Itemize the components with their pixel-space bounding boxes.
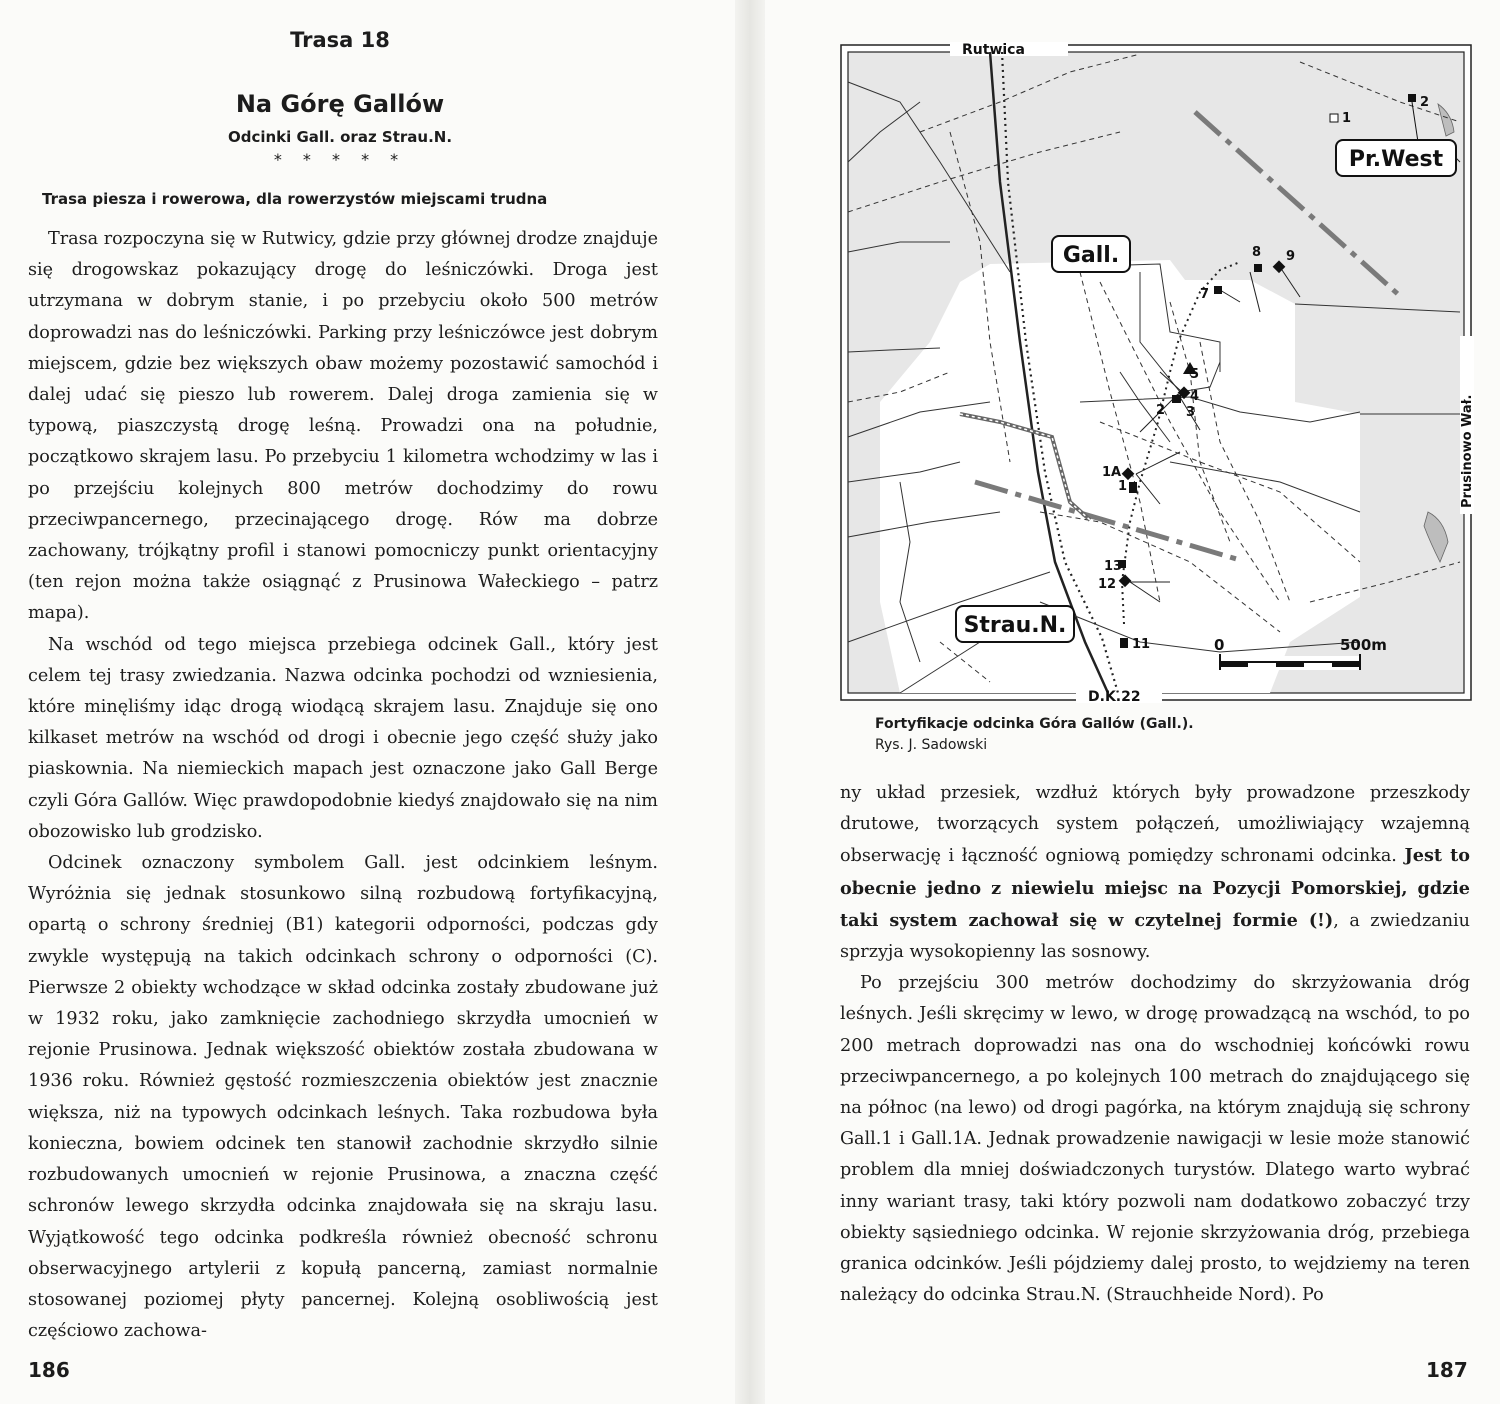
scale-end-label: 500m: [1340, 636, 1387, 654]
marker-number: 2: [1420, 95, 1430, 110]
marker-number: 1: [1342, 111, 1352, 126]
paragraph: Na wschód od tego miejsca przebiega odcinek Gall., który jest celem tej trasy zwiedzania. Nazwa odcinka pochodzi od wzniesienia, które minęliśmy idąc drogą wiodącą skrajem lasu. Znajduje się ono kilkaset metrów na wschód od drogi i obecnie jego część służy jako piaskownia. Na niemieckich mapach jest oznaczone jako Gall Berge czyli Góra Gallów. Więc prawdopodobnie kiedyś znajdowało się na nim obozowisko lub grodzisko.: [28, 634, 658, 842]
fortification-map: [840, 42, 1475, 705]
sector-label-prwest: Pr.West: [1348, 147, 1444, 172]
marker-number: 4: [1190, 389, 1200, 404]
marker-number: 3: [1186, 405, 1196, 420]
body-text-right: [840, 778, 1470, 1311]
paragraph: Trasa rozpoczyna się w Rutwicy, gdzie przy głównej drodze znajduje się drogowskaz pokazujący drogę do leśniczówki. Droga jest utrzymana w dobrym stanie, i po przebyciu około 500 metrów doprowadzi nas do leśniczówki. Parking przy leśniczówce jest dobrym miejscem, gdzie bez większych obaw możemy pozostawić samochód i dalej udać się pieszo lub rowerem. Dalej droga zamienia się w typową, piaszczystą drogę leśną. Prowadzi ona na południe, początkowo skrajem lasu. Po przebyciu 1 kilometra wchodzimy w las i po przejściu kolejnych 800 metrów dochodzimy do rowu przeciwpancernego, przecinającego drogę. Rów ma dobrze zachowany, trójkątny profil i stanowi pomocniczy punkt orientacyjny (ten rejon można także osiągnąć z Prusinowa Wałeckiego – patrz mapa).: [28, 229, 658, 624]
paragraph: Odcinek oznaczony symbolem Gall. jest odcinkiem leśnym. Wyróżnia się jednak stosunkowo silną rozbudową fortyfikacyjną, opartą o schrony średniej (B1) kategorii odporności, podczas gdy zwykle występują na takich odcinkach schrony o odporności (C). Pierwsze 2 obiekty wchodzące w skład odcinka zostały zbudowane już w 1932 roku, jako zamknięcie zachodniego skrzydła umocnień w rejonie Prusinowa. Jednak większość obiektów została zbudowana w 1936 roku. Również gęstość rozmieszczenia obiektów jest znacznie większa, niż na typowych odcinkach leśnych. Taka rozbudowa była konieczna, bowiem odcinek ten stanowił zachodnie skrzydło silnie rozbudowanych umocnień w rejonie Prusinowa, a znaczna część schronów lewego skrzydła odcinka znajdowała się na skraju lasu. Wyjątkowość tego odcinka podkreśla również obecność schronu obserwacyjnego artylerii z kopułą pancerną, zamiast normalnie stosowanej poziomej płyty pancernej. Kolejną osobliwością jest częściowo zachowa-: [28, 853, 658, 1342]
body-text-left: [28, 224, 658, 1347]
subtitle: Odcinki Gall. oraz Strau.N.: [227, 128, 453, 146]
emphasis-text: Jest to obecnie jedno z niewielu miejsc na Pozycji Pomorskiej, gdzie taki system zachował się w czytelnej formie (!): [840, 845, 1470, 931]
paragraph: [840, 778, 1470, 968]
bunker-marker: [1172, 395, 1181, 403]
map-caption: [875, 714, 1194, 756]
route-type: Trasa piesza i rowerowa, dla rowerzystów miejscami trudna: [42, 190, 548, 208]
paragraph: Po przejściu 300 metrów dochodzimy do skrzyżowania dróg leśnych. Jeśli skręcimy w lewo, w drogę prowadzącą na wschód, to po 200 metrach doprowadzi nas ona do wschodniej końcówki rowu przeciwpancernego, a po kolejnych 100 metrach do znajdującego się na północ (na lewo) od drogi pagórka, na którym znajdują się schrony Gall.1 i Gall.1A. Jednak prowadzenie nawigacji w lesie może stanowić problem dla mniej doświadczonych turystów. Dlatego warto wybrać inny wariant trasy, taki który pozwoli nam dodatkowo zobaczyć trzy obiekty sąsiedniego odcinka. W rejonie skrzyżowania dróg, przebiega granica odcinków. Jeśli pójdziemy dalej prosto, to wejdziemy na teren należący do odcinka Strau.N. (Strauchheide Nord). Po: [840, 973, 1470, 1306]
marker-number: 7: [1200, 287, 1210, 302]
sector-label-strau: Strau.N.: [963, 613, 1067, 638]
page-number-left: 186: [28, 1358, 70, 1382]
map-label-rutwica: Rutwica: [962, 42, 1025, 58]
caption-credit: Rys. J. Sadowski: [875, 737, 988, 753]
bunker-marker: [1214, 286, 1222, 294]
page-title: Na Górę Gallów: [235, 90, 445, 118]
caption-title: Fortyfikacje odcinka Góra Gallów (Gall.).: [875, 716, 1194, 732]
bunker-marker: [1129, 482, 1137, 493]
text-run: , a zwiedzaniu sprzyja wysokopienny las sosnowy.: [840, 910, 1470, 963]
map-label-prusinowo: Prusinowo Wał.: [1460, 394, 1475, 508]
map-label-dk22: D.K.22: [1088, 689, 1141, 705]
route-number: Trasa 18: [290, 28, 390, 52]
scale-segment: [1332, 662, 1360, 667]
scale-segment: [1276, 662, 1304, 667]
sector-label-gall: Gall.: [1062, 243, 1120, 268]
marker-number: 13: [1104, 559, 1123, 574]
marker-number: 1A: [1102, 465, 1122, 480]
page-number-right: 187: [1426, 1358, 1468, 1382]
left-page: [0, 0, 740, 1404]
bunker-marker-destroyed: [1330, 114, 1338, 122]
marker-number: 5: [1190, 367, 1200, 382]
bunker-marker: [1254, 264, 1262, 272]
marker-number: 1: [1118, 479, 1128, 494]
scale-segment: [1220, 662, 1248, 667]
difficulty-stars: * * * * *: [273, 150, 407, 169]
right-page: [760, 0, 1500, 1404]
marker-number: 11: [1132, 637, 1151, 652]
bunker-marker: [1408, 94, 1416, 102]
text-run: ny układ przesiek, wzdłuż których były prowadzone przeszkody drutowe, tworzących system połączeń, umożliwiający wzajemną obserwację i łączność ogniową pomiędzy schronami odcinka.: [840, 783, 1470, 867]
marker-number: 8: [1252, 245, 1262, 260]
marker-number: 2: [1156, 403, 1166, 418]
bunker-marker: [1120, 638, 1128, 648]
marker-number: 9: [1286, 249, 1296, 264]
scale-start-label: 0: [1214, 636, 1225, 654]
marker-number: 12: [1098, 577, 1117, 592]
